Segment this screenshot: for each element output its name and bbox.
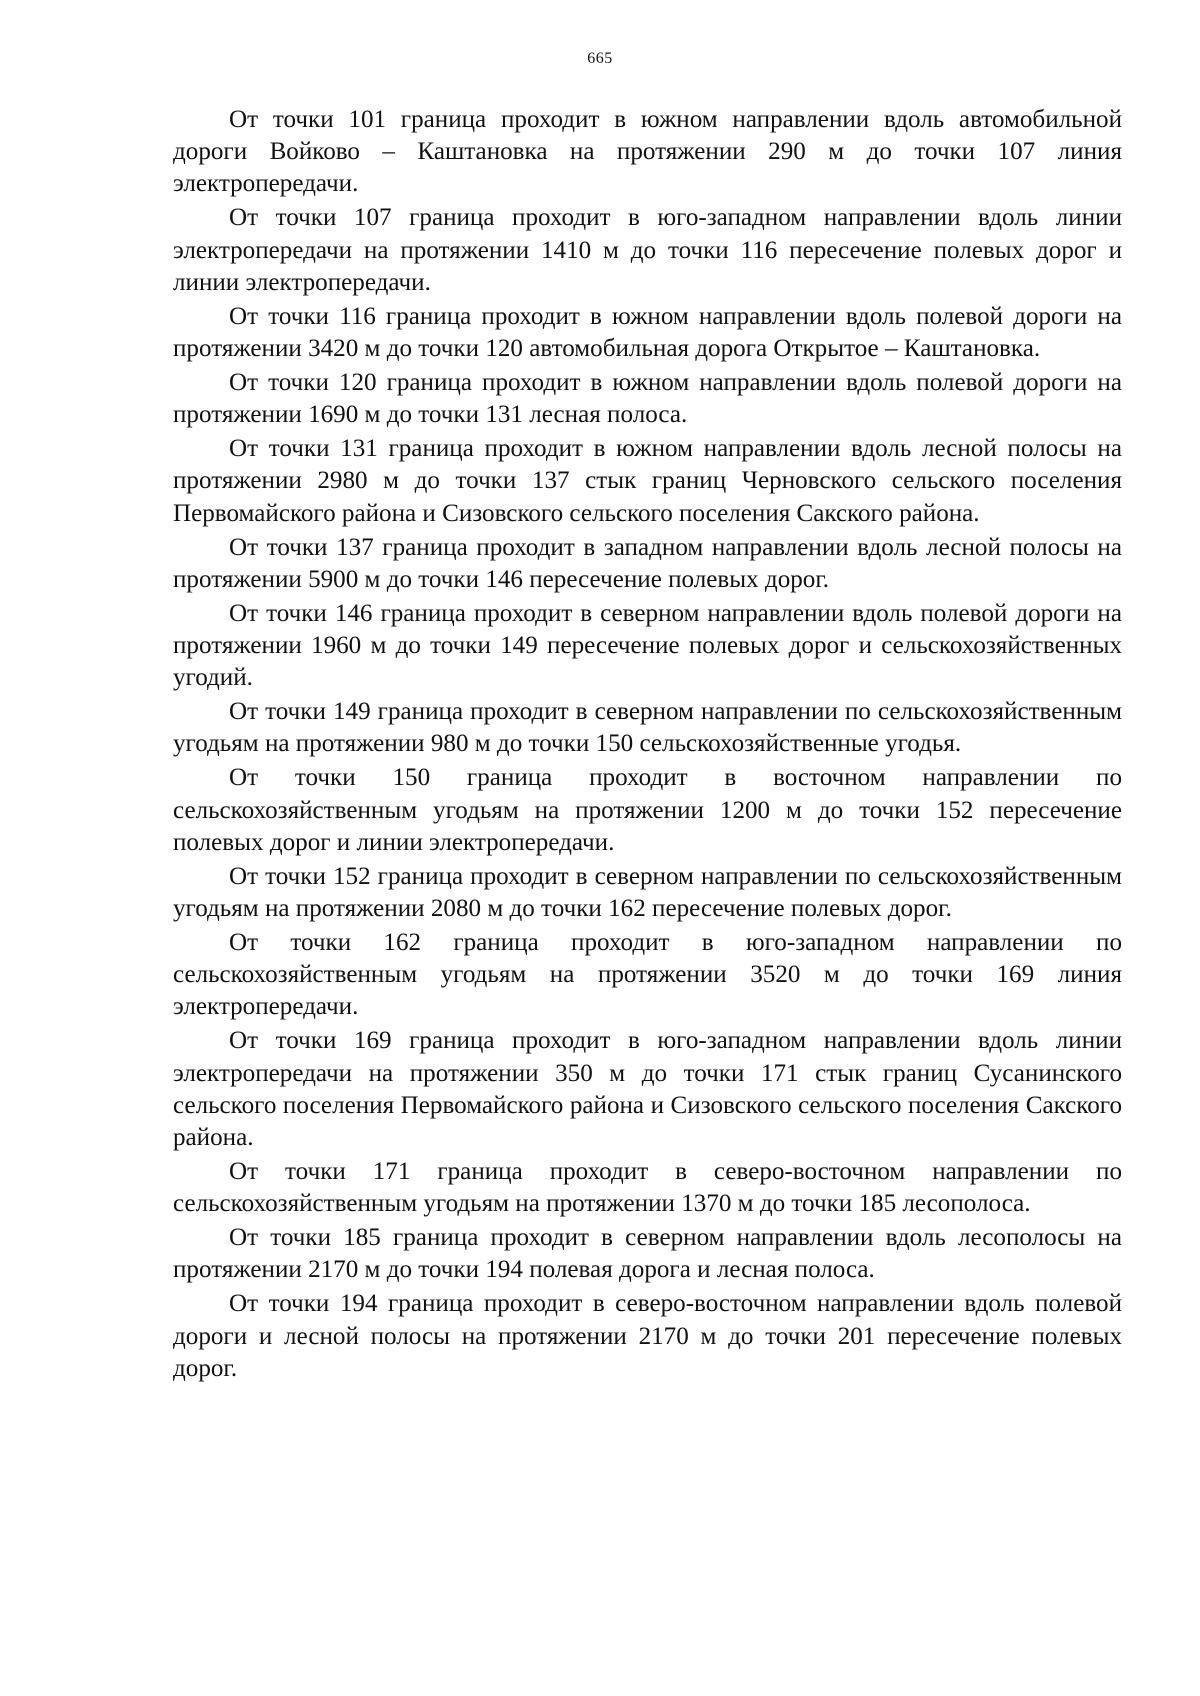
paragraph-point-137: От точки 137 граница проходит в западном направлении вдоль лесной полосы на протяжении 5900 м до точки 146 пересечение полевых дорог. — [173, 533, 1122, 593]
paragraph-point-185: От точки 185 граница проходит в северном направлении вдоль лесополосы на протяжении 2170 м до точки 194 полевая дорога и лесная полоса. — [173, 1224, 1122, 1284]
paragraph-point-171: От точки 171 граница проходит в северо-восточном направлении по сельскохозяйственным угодьям на протяжении 1370 м до точки 185 лесополоса. — [173, 1158, 1122, 1218]
paragraph-point-162: От точки 162 граница проходит в юго-западном направлении по сельскохозяйственным угодьям на протяжении 3520 м до точки 169 линия электропередачи. — [173, 929, 1122, 1021]
paragraph-point-149: От точки 149 граница проходит в северном направлении по сельскохозяйственным угодьям на протяжении 980 м до точки 150 сельскохозяйственные угодья. — [173, 698, 1122, 758]
paragraph-point-120: От точки 120 граница проходит в южном направлении вдоль полевой дороги на протяжении 1690 м до точки 131 лесная полоса. — [173, 369, 1122, 429]
paragraph-point-194: От точки 194 граница проходит в северо-восточном направлении вдоль полевой дороги и лесной полосы на протяжении 2170 м до точки 201 пересечение полевых дорог. — [173, 1290, 1122, 1382]
paragraph-point-150: От точки 150 граница проходит в восточном направлении по сельскохозяйственным угодьям на протяжении 1200 м до точки 152 пересечение полевых дорог и линии электропередачи. — [173, 764, 1122, 856]
paragraph-point-152: От точки 152 граница проходит в северном направлении по сельскохозяйственным угодьям на протяжении 2080 м до точки 162 пересечение полевых дорог. — [173, 862, 1122, 923]
paragraph-point-116: От точки 116 граница проходит в южном направлении вдоль полевой дороги на протяжении 3420 м до точки 120 автомобильная дорога Открытое – Каштановка. — [173, 302, 1122, 363]
paragraph-point-107: От точки 107 граница проходит в юго-западном направлении вдоль линии электропередачи на протяжении 1410 м до точки 116 пересечение полевых дорог и линии электропередачи. — [173, 204, 1122, 296]
document-body — [173, 104, 1122, 1387]
paragraph-point-131: От точки 131 граница проходит в южном направлении вдоль лесной полосы на протяжении 2980 м до точки 137 стык границ Черновского сельского поселения Первомайского района и Сизовского сельского поселения Сакского района. — [173, 435, 1122, 527]
paragraph-point-169: От точки 169 граница проходит в юго-западном направлении вдоль линии электропередачи на протяжении 350 м до точки 171 стык границ Сусанинского сельского поселения Первомайского района и Сизовского сельского поселения Сакского района. — [173, 1027, 1122, 1152]
paragraph-point-146: От точки 146 граница проходит в северном направлении вдоль полевой дороги на протяжении 1960 м до точки 149 пересечение полевых дорог и сельскохозяйственных угодий. — [173, 599, 1122, 692]
page-number: 665 — [587, 50, 613, 67]
paragraph-point-101: От точки 101 граница проходит в южном направлении вдоль автомобильной дороги Войково – Каштановка на протяжении 290 м до точки 107 линия электропередачи. — [173, 106, 1122, 198]
